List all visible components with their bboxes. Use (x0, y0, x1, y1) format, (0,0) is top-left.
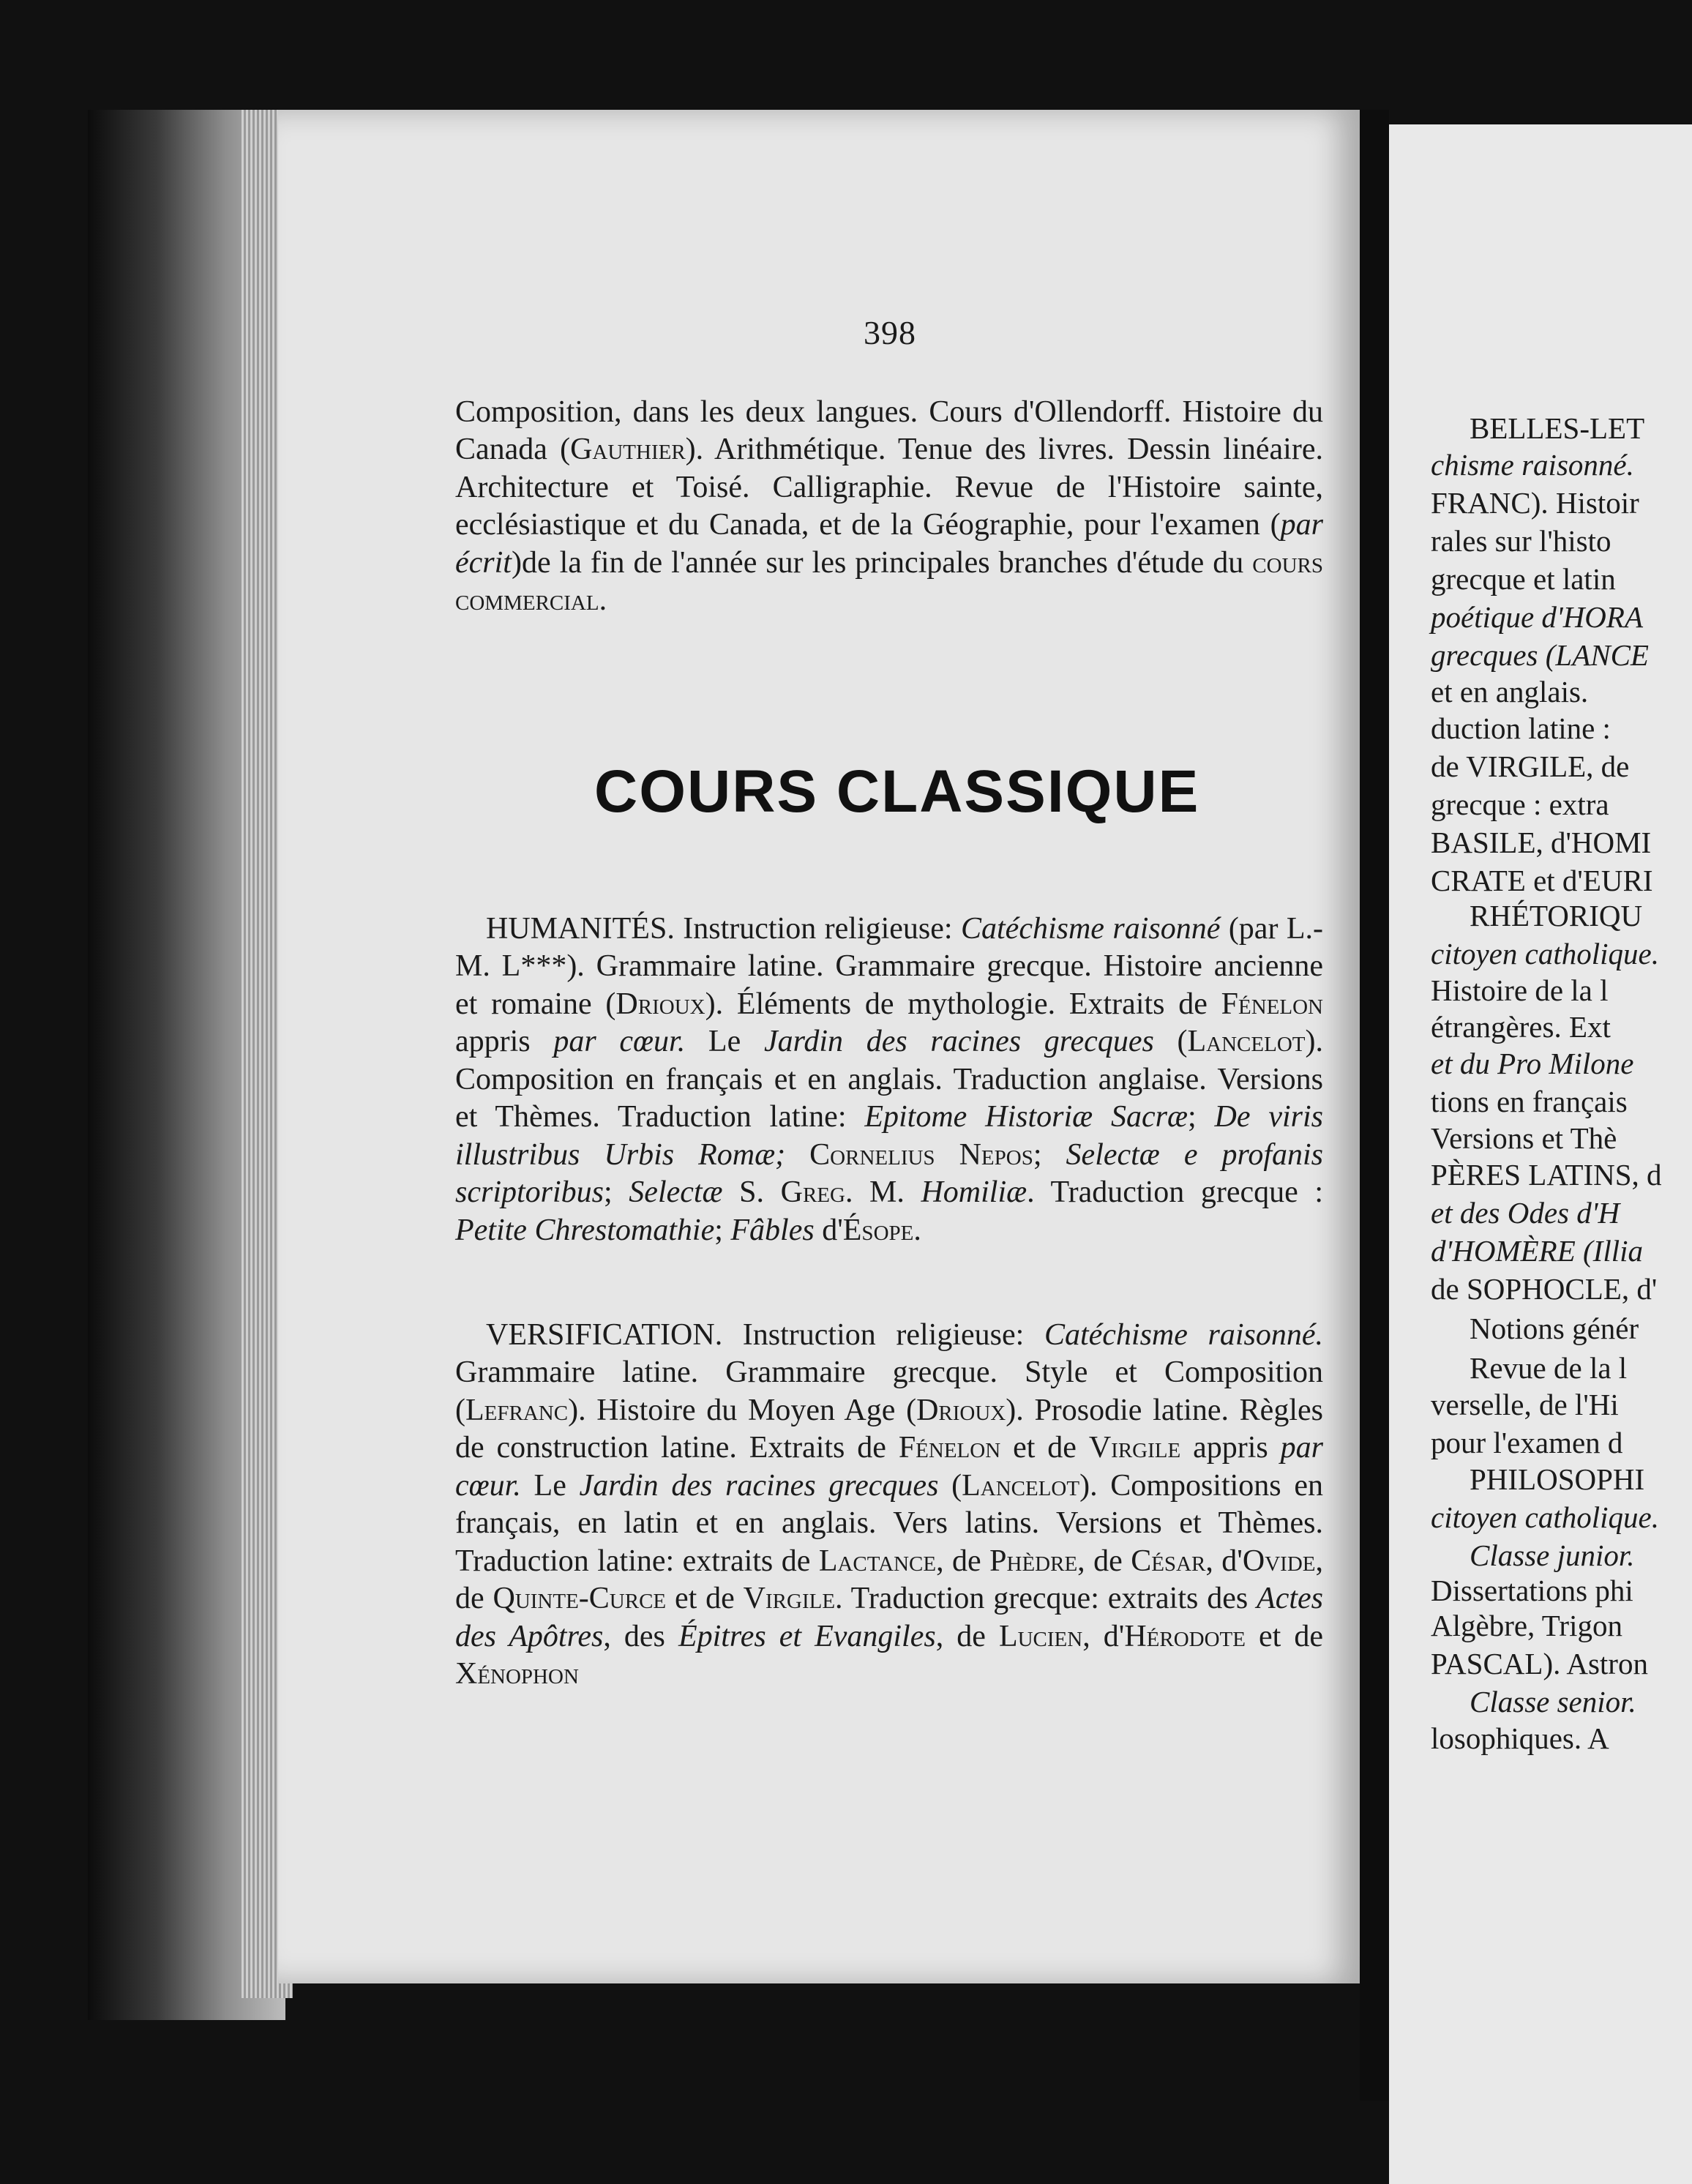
author-name: Fénelon (898, 1431, 1001, 1465)
text-run: ; (714, 1213, 731, 1247)
book-title: Selectæ e profanis scriptoribus (455, 1137, 1323, 1210)
text-run: (par L.-M. L***). Grammaire latine. Grammaire grecque. Histoire ancienne et romaine ( (455, 912, 1323, 1021)
text-run: ). Compositions en français, en latin et en anglais. Vers latins. Versions et Thèmes. Traduction latine: extraits de (455, 1468, 1323, 1578)
right-page-line: verselle, de l'Hi (1431, 1388, 1619, 1421)
text-run: et de (666, 1582, 744, 1616)
text-run: . Traduction grecque : (1027, 1175, 1324, 1210)
italic-phrase: par écrit (455, 508, 1323, 580)
book-title: Actes des Apôtres (455, 1582, 1323, 1653)
right-page-line: et en anglais. (1431, 675, 1589, 708)
right-page-line: BASILE, d'HOMI (1431, 826, 1652, 859)
right-page-line: pour l'examen d (1431, 1426, 1623, 1459)
text-run: , de (935, 1619, 999, 1653)
right-page-line: losophiques. A (1431, 1721, 1609, 1755)
right-page-line: Algèbre, Trigon (1431, 1609, 1622, 1642)
intro-paragraph (455, 394, 1323, 620)
text-run: Le (520, 1468, 580, 1503)
right-page-line: chisme raisonné. (1431, 448, 1634, 482)
book-title: Jardin des racines grecques (763, 1025, 1154, 1059)
book-title: Homiliæ (921, 1175, 1027, 1210)
author-name: Lactance (818, 1544, 937, 1578)
right-page-line: Revue de la l (1470, 1351, 1628, 1385)
book-title: Fâbles (730, 1213, 815, 1247)
course-name: cours commercial (455, 545, 1323, 618)
book-title: De viris illustribus Urbis Romæ; (455, 1100, 1323, 1172)
author-name: Lancelot (1187, 1025, 1306, 1059)
right-page-line: CRATE et d'EURI (1431, 864, 1653, 897)
text-run: ). Histoire du Moyen Age ( (568, 1393, 917, 1427)
text-run: . Traduction grecque: extraits des (835, 1582, 1257, 1616)
right-page-line: d'HOMÈRE (Illia (1431, 1234, 1644, 1268)
right-page-line: étrangères. Ext (1431, 1010, 1611, 1044)
text-run: Grammaire latine. Grammaire grecque. Style et Composition ( (455, 1355, 1323, 1427)
author-name: Greg (780, 1175, 845, 1210)
right-page-line: PÈRES LATINS, d (1431, 1158, 1662, 1192)
author-name: Lefranc (465, 1393, 569, 1427)
right-page-line: Classe senior. (1470, 1685, 1636, 1719)
right-page-line: grecques (LANCE (1431, 638, 1649, 672)
text-run: et de (1245, 1619, 1323, 1653)
text-run: appris (1180, 1431, 1281, 1465)
text-run: et de (1000, 1431, 1089, 1465)
right-page-line: BELLES-LET (1470, 411, 1645, 445)
right-page-line: de VIRGILE, de (1431, 749, 1630, 783)
text-run: ; (1188, 1100, 1215, 1134)
author-name: Ésope (842, 1213, 914, 1247)
versification-paragraph (455, 1317, 1323, 1693)
book-title: Selectæ (629, 1175, 723, 1210)
right-page-line: RHÉTORIQU (1470, 899, 1643, 932)
italic-phrase: par cœur. (455, 1431, 1323, 1503)
text-run: ( (938, 1468, 962, 1503)
text-run: ). Arithmétique. Tenue des livres. Dessin linéaire. Architecture et Toisé. Calligraphie. Revue de l'Histoire sainte, ecclésiastique et du Canada, et de la Géographie, pour l'examen ( (455, 433, 1323, 542)
right-page-line: rales sur l'histo (1431, 524, 1611, 558)
author-name: Gauthier (570, 433, 686, 467)
text-run: , de (936, 1544, 990, 1578)
humanites-paragraph (455, 910, 1323, 1249)
text-run: Le (685, 1025, 764, 1059)
right-page-line: grecque et latin (1431, 562, 1616, 596)
text-run: , d' (1082, 1619, 1125, 1653)
right-page-line: Classe junior. (1470, 1538, 1635, 1572)
text-run (785, 1138, 809, 1172)
right-page-line: PASCAL). Astron (1431, 1647, 1648, 1680)
right-page-line: et du Pro Milone (1431, 1047, 1634, 1080)
author-name: Drioux (916, 1393, 1006, 1427)
page-number: 398 (864, 314, 916, 351)
book-title: Epitome Historiæ Sacræ (864, 1100, 1188, 1134)
author-name: Quinte-Curce (493, 1582, 667, 1616)
book-gutter (1360, 110, 1389, 2101)
book-title: Jardin des racines grecques (579, 1468, 939, 1503)
text-run: , de (1077, 1544, 1131, 1578)
author-name: Phèdre (989, 1544, 1078, 1578)
right-page-line: Histoire de la l (1431, 973, 1609, 1007)
right-page-line: PHILOSOPHI (1470, 1462, 1645, 1496)
book-title: Épitres et Evangiles (678, 1619, 936, 1653)
text-run: appris (455, 1025, 554, 1059)
text-run: ; (1033, 1137, 1066, 1172)
right-page-line: poétique d'HORA (1431, 600, 1644, 634)
author-name: Lucien (998, 1619, 1083, 1653)
text-run: . (599, 583, 607, 618)
section-heading: COURS CLASSIQUE (594, 758, 1200, 825)
author-name: Virgile (1088, 1431, 1181, 1465)
text-run: ( (1153, 1025, 1188, 1059)
book-title: Petite Chrestomathie (455, 1213, 715, 1247)
right-page-line: grecque : extra (1431, 788, 1609, 821)
right-page-line: duction latine : (1431, 711, 1611, 745)
author-name: César (1131, 1544, 1206, 1578)
text-run: . M. (845, 1175, 921, 1210)
author-name: Ovide (1242, 1544, 1316, 1578)
text-run: , de (455, 1544, 1323, 1616)
text-run: . Instruction religieuse: (667, 912, 961, 946)
author-name: Drioux (615, 987, 705, 1021)
book-title: Catéchisme raisonné. (1044, 1318, 1324, 1352)
text-run: , d' (1205, 1544, 1243, 1578)
right-page-line: Dissertations phi (1431, 1574, 1633, 1607)
right-page-line: et des Odes d'H (1431, 1196, 1620, 1230)
author-name: Lancelot (962, 1468, 1080, 1503)
author-name: Fénelon (1221, 987, 1323, 1021)
text-run: . (913, 1213, 921, 1247)
text-run: ). Composition en français et en anglais. Traduction anglaise. Versions et Thèmes. Traduction latine: (455, 1025, 1323, 1134)
text-run: ). Prosodie latine. Règles de construction latine. Extraits de (455, 1393, 1323, 1465)
author-name: Hérodote (1124, 1619, 1246, 1653)
right-page-line: citoyen catholique. (1431, 937, 1659, 971)
text-run: , des (603, 1619, 678, 1653)
right-page-line: de SOPHOCLE, d' (1431, 1272, 1658, 1306)
right-page-line: citoyen catholique. (1431, 1500, 1659, 1534)
text-run: ). Éléments de mythologie. Extraits de (705, 987, 1221, 1021)
text-run: )de la fin de l'année sur les principales branches d'étude du (511, 545, 1253, 580)
right-page-line: Notions génér (1470, 1312, 1639, 1345)
right-page-line: Versions et Thè (1431, 1121, 1617, 1155)
author-name: Virgile (743, 1582, 836, 1616)
book-title: Catéchisme raisonné (961, 912, 1221, 946)
author-name: Xénophon (455, 1656, 579, 1691)
right-page-line: FRANC). Histoir (1431, 486, 1639, 520)
right-page-line: tions en français (1431, 1085, 1628, 1118)
text-run: . Instruction religieuse: (714, 1318, 1044, 1352)
italic-phrase: par cœur. (553, 1025, 686, 1059)
subsection-label: HUMANITÉS (486, 912, 667, 946)
text-run: S. (722, 1175, 781, 1210)
text-run: ; (604, 1175, 629, 1210)
subsection-label: VERSIFICATION (486, 1318, 715, 1352)
author-name: Cornelius Nepos (809, 1137, 1033, 1172)
text-run: d' (814, 1213, 843, 1247)
text-run: Composition, dans les deux langues. Cours d'Ollendorff. Histoire du Canada ( (455, 395, 1323, 467)
